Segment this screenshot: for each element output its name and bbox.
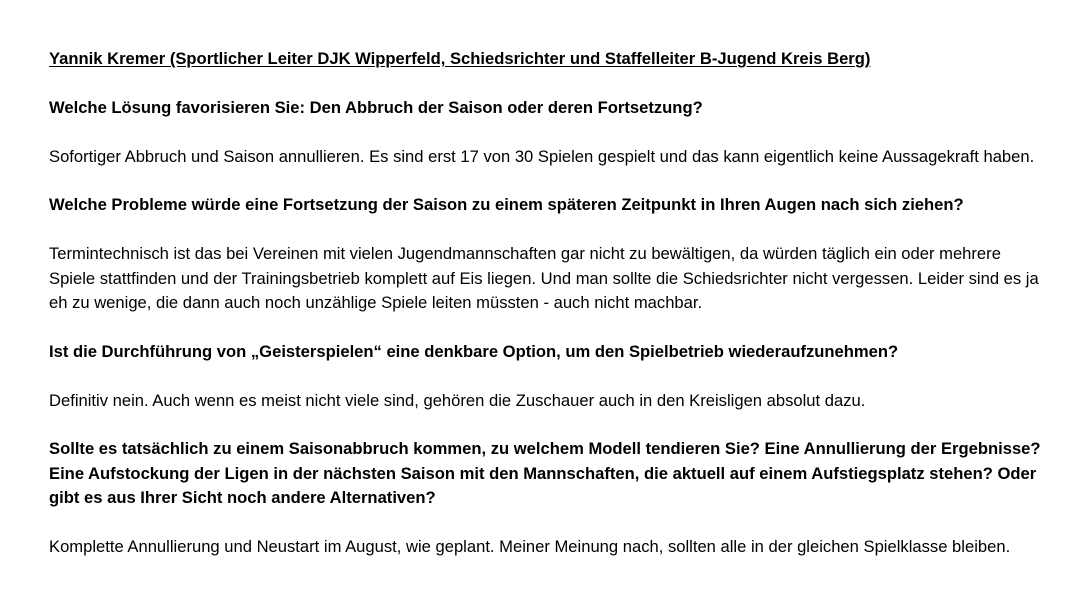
answer-2: Termintechnisch ist das bei Vereinen mit vielen Jugendmannschaften gar nicht zu bewältigen, da würden täglich ein oder mehrere Spiele stattfinden und der Trainingsbetrieb komplett auf Eis liegen. Und man sollte die Schiedsrichter nicht vergessen. Leider sind es ja eh zu wenige, die dann auch noch unzählige Spiele leiten müssten - auch nicht machbar.: [49, 244, 1039, 312]
question-1: Welche Lösung favorisieren Sie: Den Abbruch der Saison oder deren Fortsetzung?: [49, 97, 703, 117]
question-4: Sollte es tatsächlich zu einem Saisonabbruch kommen, zu welchem Modell tendieren Sie? Eine Annullierung der Ergebnisse? Eine Aufstockung der Ligen in der nächsten Saison mit den Mannschaften, die aktuell auf einem Aufstiegsplatz stehen? Oder gibt es aus Ihrer Sicht noch andere Alternativen?: [49, 439, 1041, 508]
document-body: [49, 47, 1049, 584]
answer-3: Definitiv nein. Auch wenn es meist nicht viele sind, gehören die Zuschauer auch in den Kreisligen absolut dazu.: [49, 390, 866, 410]
question-2: Welche Probleme würde eine Fortsetzung der Saison zu einem späteren Zeitpunkt in Ihren Augen nach sich ziehen?: [49, 195, 964, 215]
answer-4: Komplette Annullierung und Neustart im August, wie geplant. Meiner Meinung nach, sollten alle in der gleichen Spielklasse bleiben.: [49, 537, 1011, 556]
interviewee-heading: Yannik Kremer (Sportlicher Leiter DJK Wipperfeld, Schiedsrichter und Staffelleiter B-Jugend Kreis Berg): [49, 49, 871, 68]
question-3: Ist die Durchführung von „Geisterspielen“ eine denkbare Option, um den Spielbetrieb wiederaufzunehmen?: [49, 341, 899, 361]
answer-1: Sofortiger Abbruch und Saison annullieren. Es sind erst 17 von 30 Spielen gespielt und das kann eigentlich keine Aussagekraft haben.: [49, 146, 1035, 166]
